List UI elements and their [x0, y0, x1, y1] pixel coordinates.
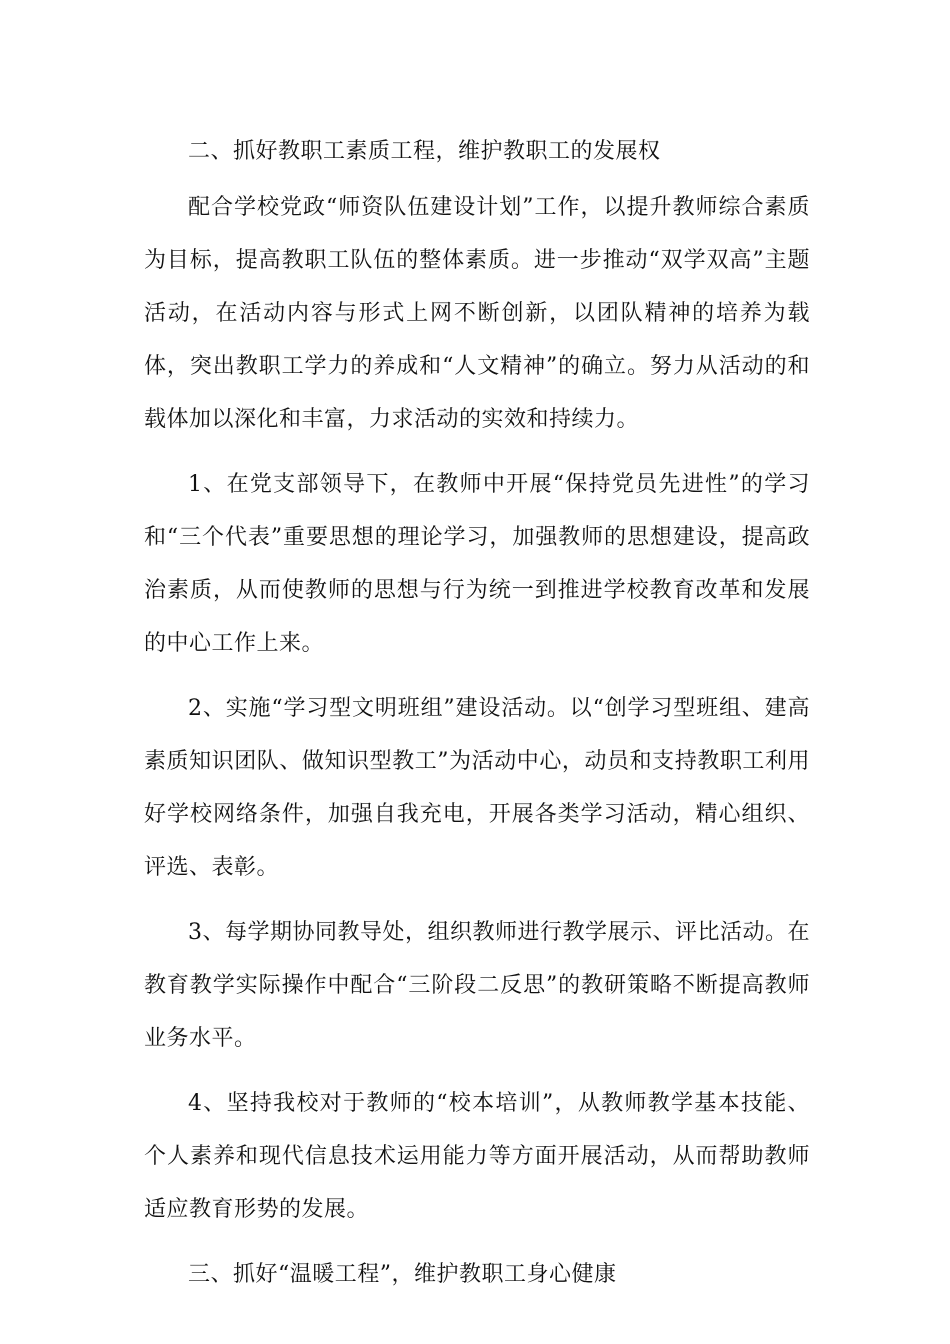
list-item-3: 3、每学期协同教导处，组织教师进行教学展示、评比活动。在教育教学实际操作中配合“三阶段二反思”的教研策略不断提高教师业务水平。: [144, 920, 810, 1051]
document-page: [144, 125, 810, 1301]
list-item-1: 1、在党支部领导下，在教师中开展“保持党员先进性”的学习和“三个代表”重要思想的理论学习，加强教师的思想建设，提高政治素质，从而使教师的思想与行为统一到推进学校教育改革和发展的中心工作上来。: [144, 472, 810, 656]
list-item-4: 4、坚持我校对于教师的“校本培训”，从教师教学基本技能、个人素养和现代信息技术运用能力等方面开展活动，从而帮助教师适应教育形势的发展。: [144, 1091, 810, 1222]
intro-paragraph: 配合学校党政“师资队伍建设计划”工作，以提升教师综合素质为目标，提高教职工队伍的整体素质。进一步推动“双学双高”主题活动，在活动内容与形式上网不断创新，以团队精神的培养为载体，突出教职工学力的养成和“人文精神”的确立。努力从活动的和载体加以深化和丰富，力求活动的实效和持续力。: [144, 195, 810, 432]
list-item-2: 2、实施“学习型文明班组”建设活动。以“创学习型班组、建高素质知识团队、做知识型教工”为活动中心，动员和支持教职工利用好学校网络条件，加强自我充电，开展各类学习活动，精心组织、评选、表彰。: [144, 696, 810, 880]
section-heading-2: 二、抓好教职工素质工程，维护教职工的发展权: [188, 139, 661, 164]
section-heading-3: 三、抓好“温暖工程”，维护教职工身心健康: [188, 1262, 617, 1287]
